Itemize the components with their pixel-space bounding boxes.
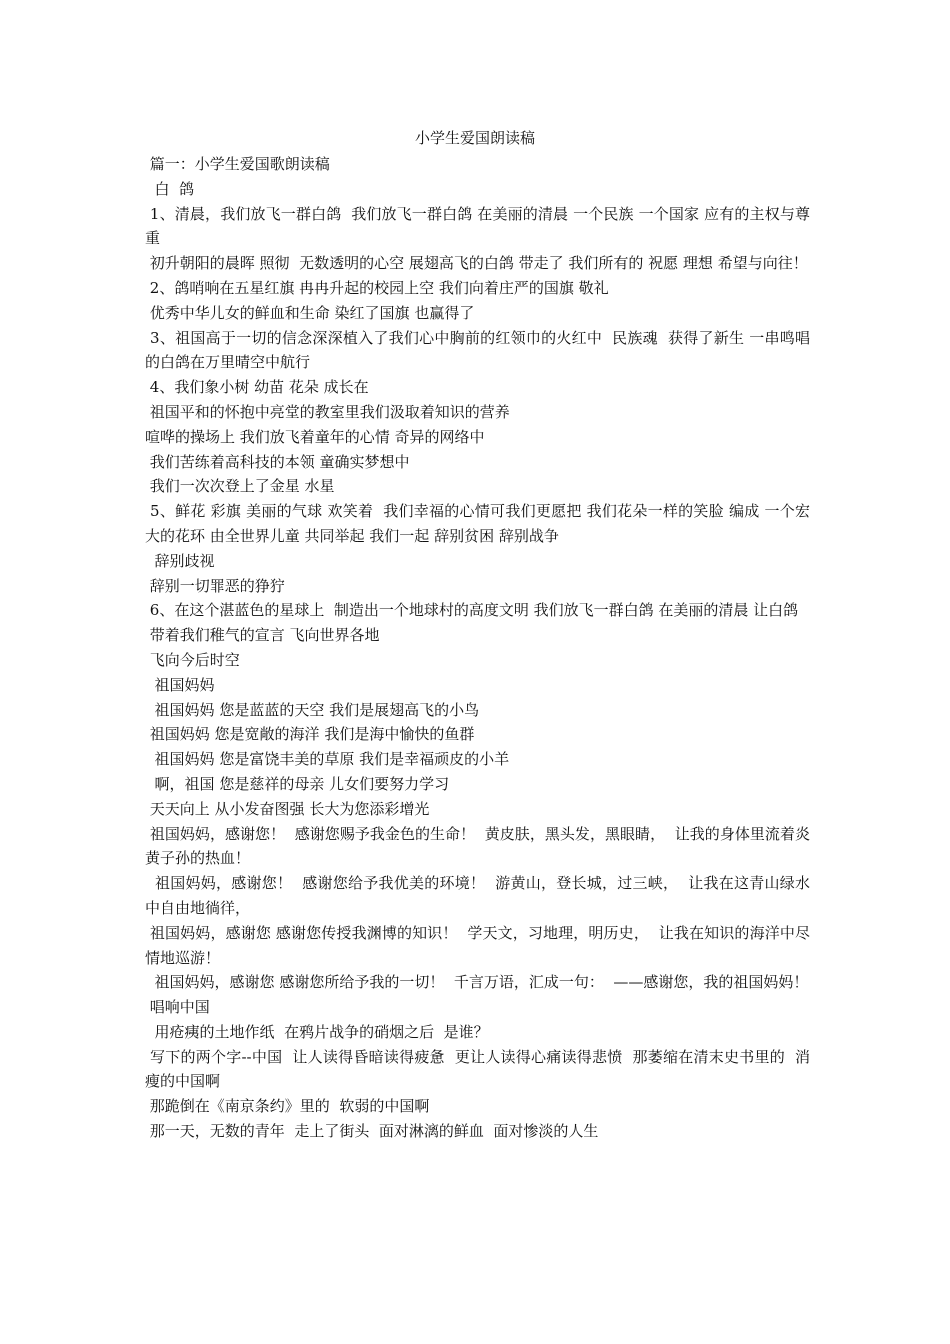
text-line: 写下的两个字--中国 让人读得昏暗读得疲惫 更让人读得心痛读得悲愤 那萎缩在清末史书里的 消瘦的中国啊 xyxy=(145,1047,810,1091)
text-line: 辞别一切罪恶的狰狞 xyxy=(145,576,285,595)
text-line: 祖国妈妈，感谢您 感谢您传授我渊博的知识！ 学天文，习地理，明历史， 让我在知识的海洋中尽情地巡游！ xyxy=(145,923,810,967)
text-line: 4、我们象小树 幼苗 花朵 成长在 xyxy=(145,378,369,397)
text-line: 祖国妈妈 您是蓝蓝的天空 我们是展翅高飞的小鸟 xyxy=(145,700,480,719)
text-line: 5、鲜花 彩旗 美丽的气球 欢笑着 我们幸福的心情可我们更愿把 我们花朵一样的笑脸 编成 一个宏大的花环 由全世界儿童 共同举起 我们一起 辞别贫困 辞别战争 xyxy=(145,502,810,545)
text-line: 天天向上 从小发奋图强 长大为您添彩增光 xyxy=(145,799,430,818)
text-line: 用疮痍的土地作纸 在鸦片战争的硝烟之后 是谁？ xyxy=(145,1022,489,1041)
text-line: 3、祖国高于一切的信念深深植入了我们心中胸前的红领巾的火红中 民族魂 获得了新生 一串鸣唱的白鸽在万里晴空中航行 xyxy=(145,328,810,372)
text-line: 唱响中国 xyxy=(145,998,210,1017)
text-line: 祖国平和的怀抱中亮堂的教室里我们汲取着知识的营养 xyxy=(145,402,510,421)
text-line: 白 鸽 xyxy=(145,179,195,198)
text-line: 祖国妈妈 您是富饶丰美的草原 我们是幸福顽皮的小羊 xyxy=(145,750,510,769)
document-body xyxy=(145,152,810,1144)
text-line: 那跪倒在《南京条约》里的 软弱的中国啊 xyxy=(145,1097,430,1116)
text-line: 优秀中华儿女的鲜血和生命 染红了国旗 也赢得了 xyxy=(145,303,475,322)
text-line: 飞向今后时空 xyxy=(145,650,240,669)
text-line: 喧哗的操场上 我们放飞着童年的心情 奇异的网络中 xyxy=(145,427,485,446)
document-title: 小学生爱国朗读稿 xyxy=(414,129,535,147)
text-line: 我们苦练着高科技的本领 童确实梦想中 xyxy=(145,452,410,471)
text-line: 2、鸽哨响在五星红旗 冉冉升起的校园上空 我们向着庄严的国旗 敬礼 xyxy=(145,278,609,297)
text-line: 篇一：小学生爱国歌朗读稿 xyxy=(145,155,330,173)
text-line: 那一天，无数的青年 走上了街头 面对淋漓的鲜血 面对惨淡的人生 xyxy=(145,1122,599,1141)
text-line: 祖国妈妈，感谢您！ 感谢您赐予我金色的生命！ 黄皮肤，黑头发，黑眼睛， 让我的身体里流着炎黄子孙的热血！ xyxy=(145,824,810,868)
text-line: 初升朝阳的晨晖 照彻 无数透明的心空 展翅高飞的白鸽 带走了 我们所有的 祝愿 理想 希望与向往！ xyxy=(145,254,808,273)
text-line: 辞别歧视 xyxy=(145,551,215,570)
text-line: 带着我们稚气的宣言 飞向世界各地 xyxy=(145,626,380,645)
text-line: 祖国妈妈 xyxy=(145,675,215,694)
text-line: 1、清晨，我们放飞一群白鸽 我们放飞一群白鸽 在美丽的清晨 一个民族 一个国家 应有的主权与尊重 xyxy=(145,204,810,248)
text-line: 祖国妈妈，感谢您 感谢您所给予我的一切！ 千言万语，汇成一句： ——感谢您，我的祖国妈妈！ xyxy=(145,973,809,992)
text-line: 祖国妈妈，感谢您！ 感谢您给予我优美的环境！ 游黄山，登长城，过三峡， 让我在这青山绿水中自由地徜徉， xyxy=(145,874,810,917)
text-line: 6、在这个湛蓝色的星球上 制造出一个地球村的高度文明 我们放飞一群白鸽 在美丽的清晨 让白鸽 xyxy=(145,601,799,620)
text-line: 祖国妈妈 您是宽敞的海洋 我们是海中愉快的鱼群 xyxy=(145,725,475,744)
text-line: 啊，祖国 您是慈祥的母亲 儿女们要努力学习 xyxy=(145,774,450,793)
text-line: 我们一次次登上了金星 水星 xyxy=(145,477,335,496)
